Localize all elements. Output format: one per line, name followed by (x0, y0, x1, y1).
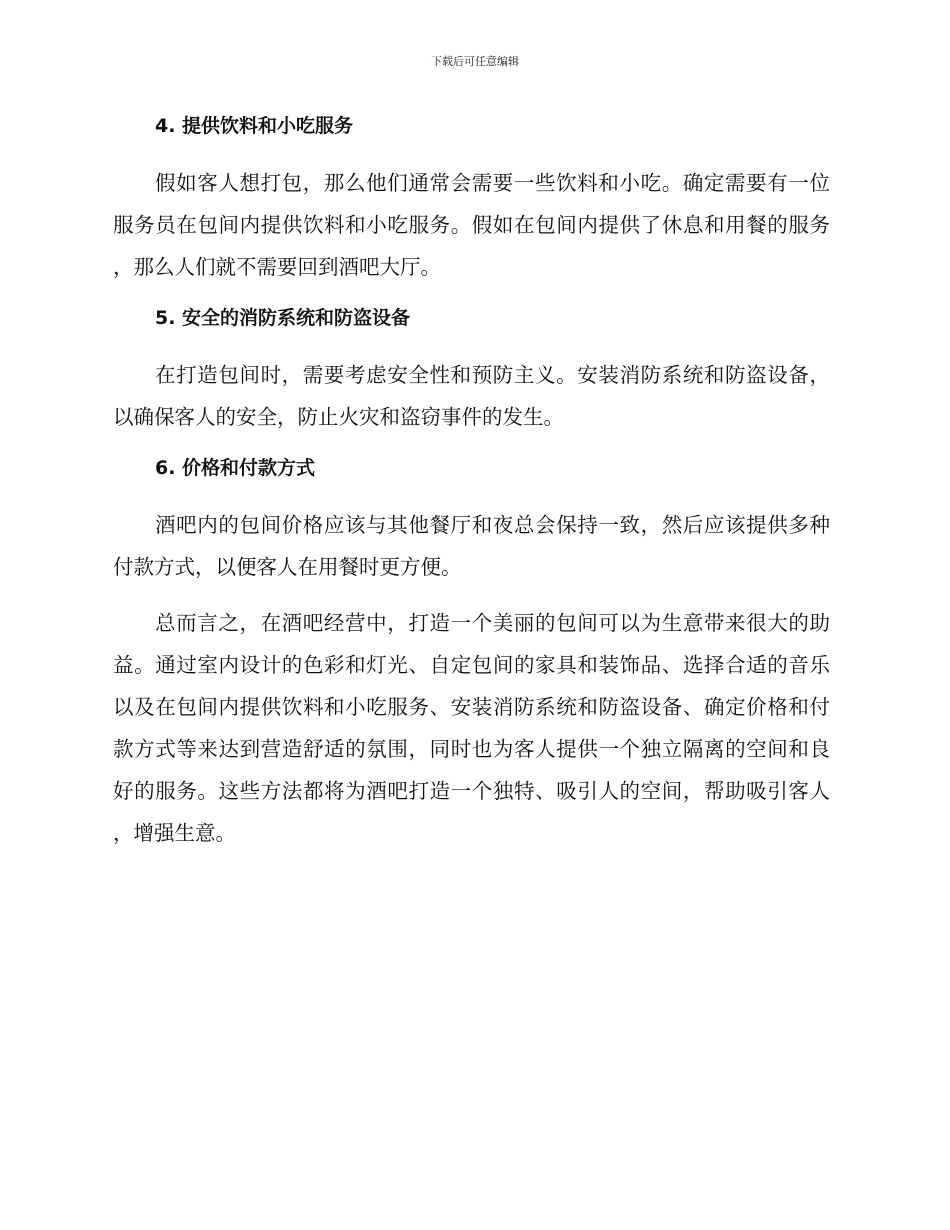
section-paragraph-5: 在打造包间时，需要考虑安全性和预防主义。安装消防系统和防盗设备，以确保客人的安全，防止火灾和盗窃事件的发生。 (113, 363, 830, 429)
section-paragraph-6: 酒吧内的包间价格应该与其他餐厅和夜总会保持一致，然后应该提供多种付款方式，以便客人在用餐时更方便。 (113, 513, 830, 579)
page-header: 下载后可任意编辑 (431, 55, 519, 68)
section-heading-6: 6. 价格和付款方式 (155, 457, 316, 479)
section-paragraph-4: 假如客人想打包，那么他们通常会需要一些饮料和小吃。确定需要有一位服务员在包间内提供饮料和小吃服务。假如在包间内提供了休息和用餐的服务，那么人们就不需要回到酒吧大厅。 (113, 171, 830, 279)
document-body (113, 110, 830, 854)
section-heading-5: 5. 安全的消防系统和防盗设备 (155, 307, 411, 329)
section-heading-4: 4. 提供饮料和小吃服务 (155, 115, 354, 137)
conclusion-paragraph: 总而言之，在酒吧经营中，打造一个美丽的包间可以为生意带来很大的助益。通过室内设计的色彩和灯光、自定包间的家具和装饰品、选择合适的音乐以及在包间内提供饮料和小吃服务、安装消防系统和防盗设备、确定价格和付款方式等来达到营造舒适的氛围，同时也为客人提供一个独立隔离的空间和良好的服务。这些方法都将为酒吧打造一个独特、吸引人的空间，帮助吸引客人，增强生意。 (113, 611, 830, 845)
